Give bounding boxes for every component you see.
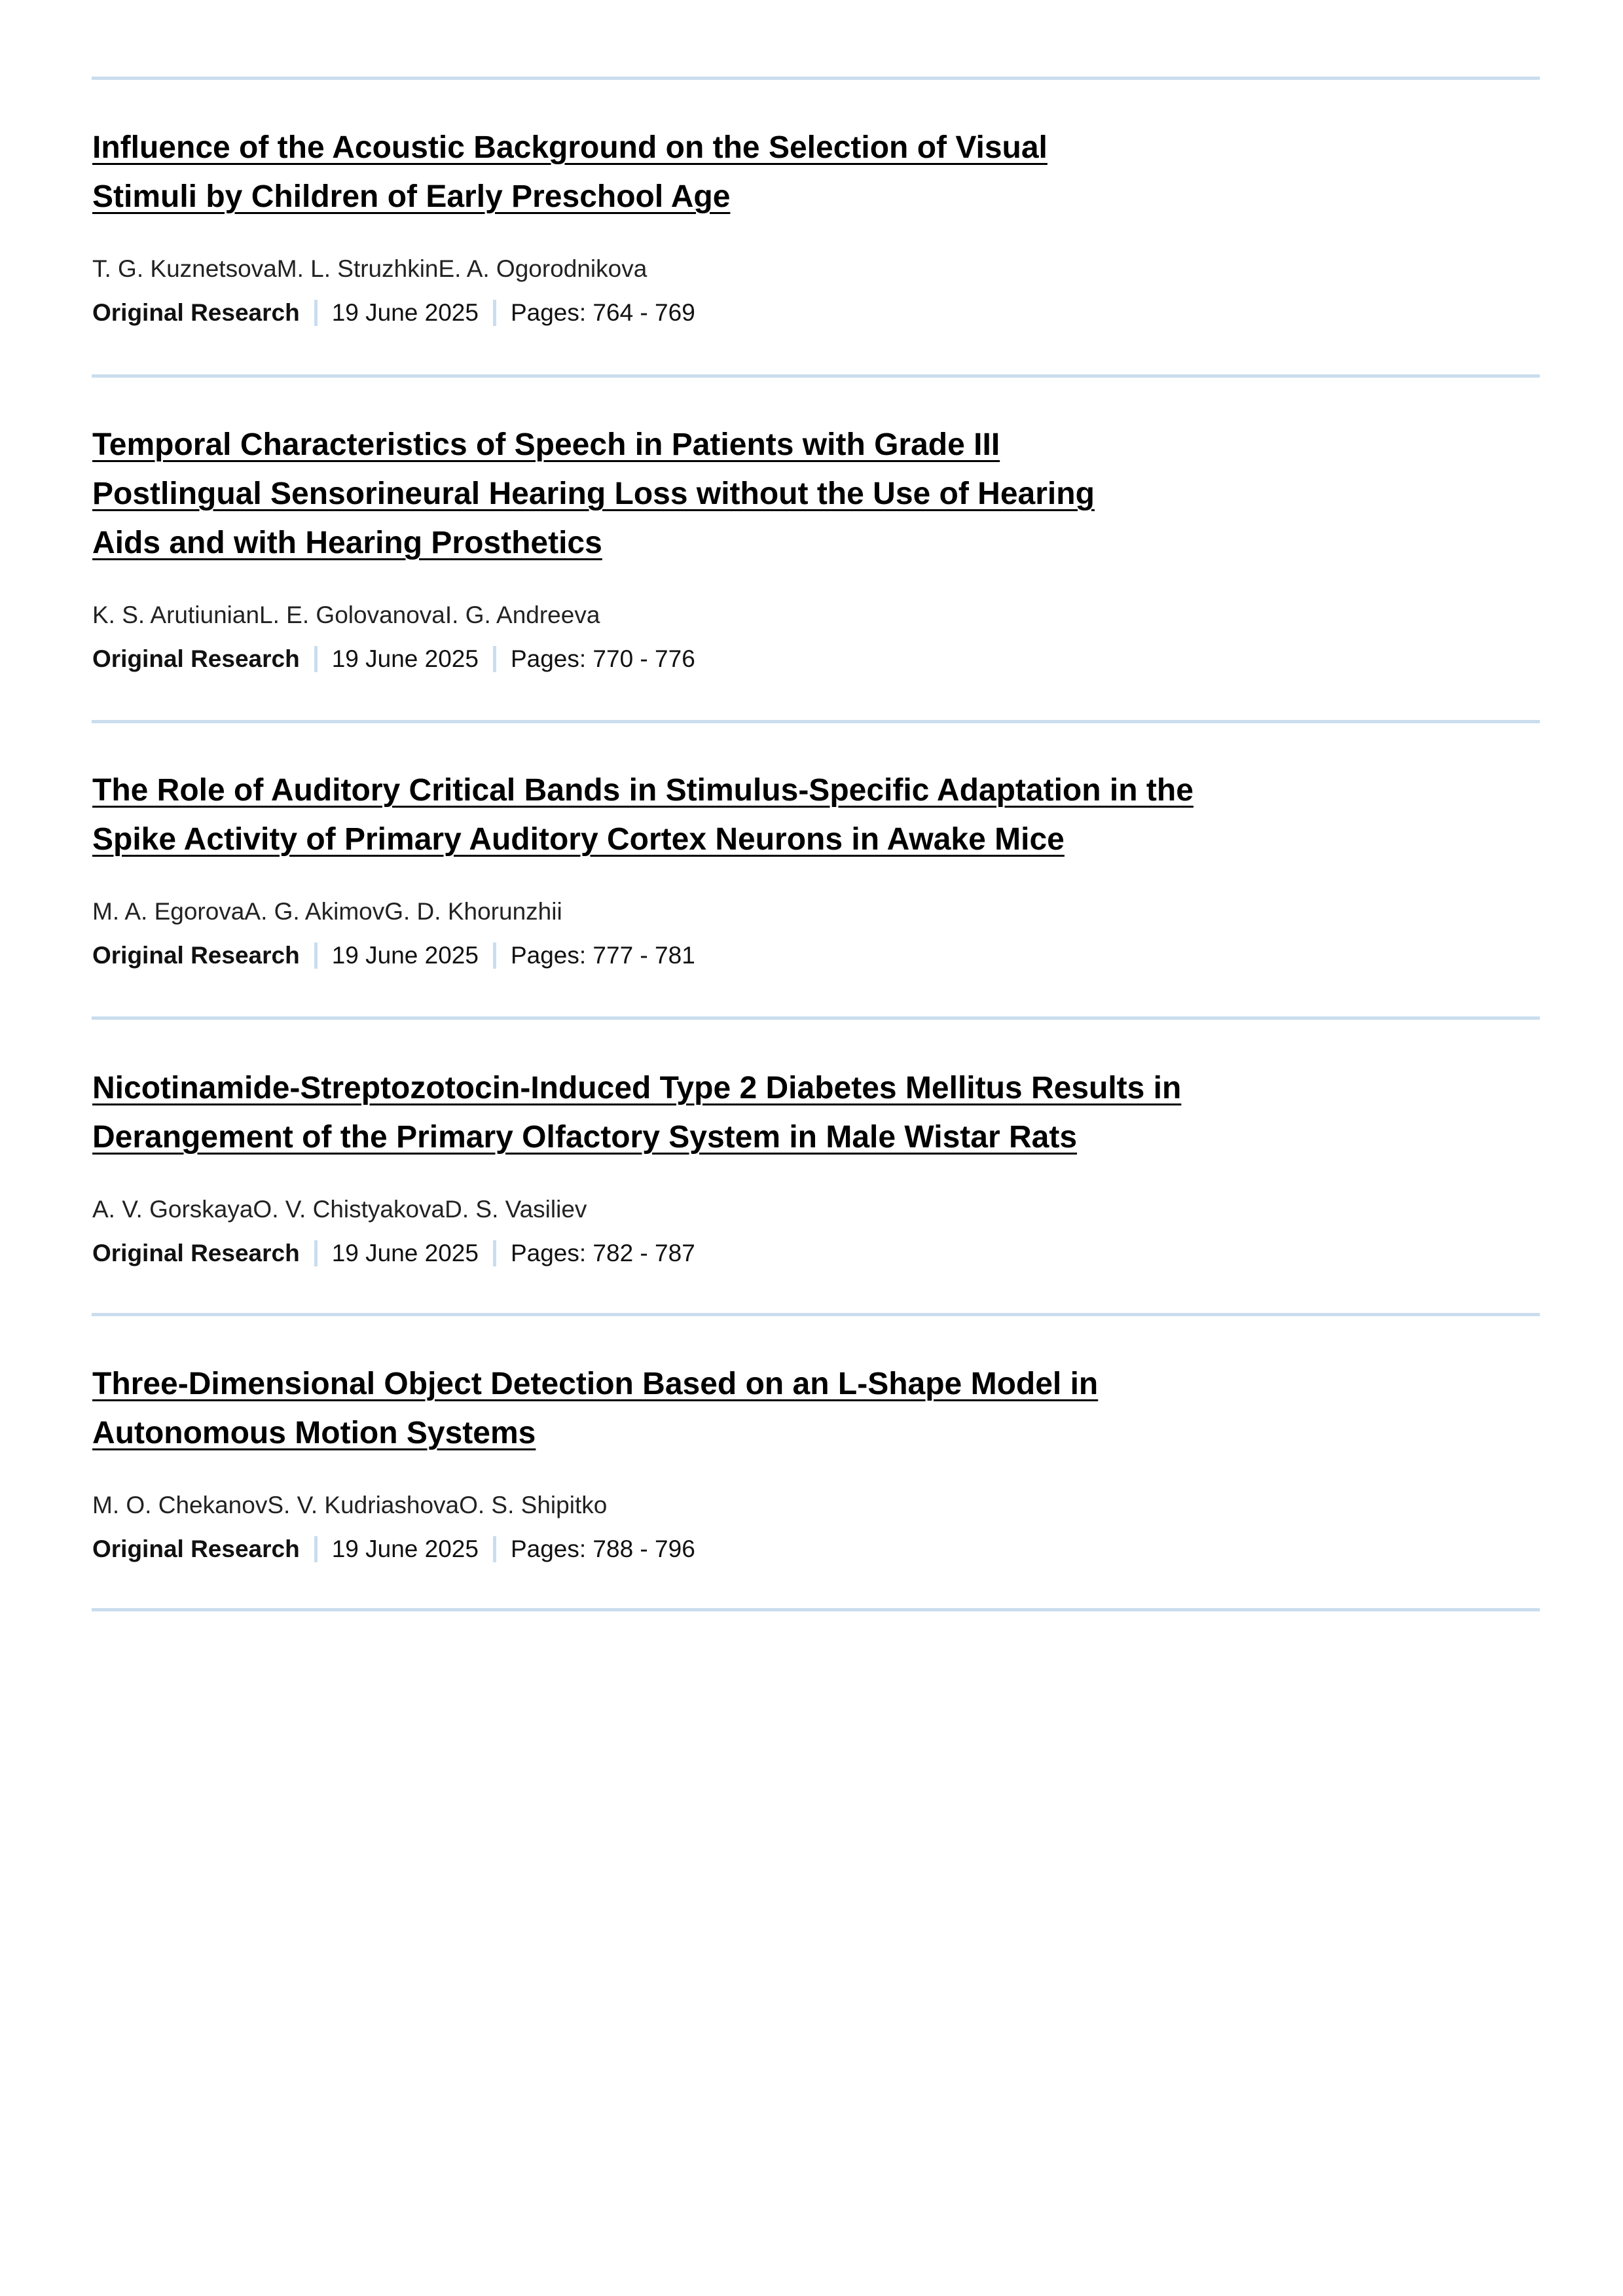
article-title-container bbox=[92, 123, 1140, 221]
article-type: Original Research bbox=[92, 645, 300, 672]
meta-separator bbox=[314, 646, 318, 672]
meta-separator bbox=[314, 942, 318, 969]
article-meta bbox=[92, 645, 1336, 673]
meta-separator bbox=[493, 1240, 496, 1266]
meta-separator bbox=[493, 942, 496, 969]
article-type: Original Research bbox=[92, 1535, 300, 1562]
article-authors: K. S. ArutiunianL. E. GolovanovaI. G. Andreeva bbox=[92, 601, 600, 628]
article-type: Original Research bbox=[92, 299, 300, 326]
article-meta bbox=[92, 1239, 1336, 1268]
article-title-link[interactable]: The Role of Auditory Critical Bands in Stimulus-Specific Adaptation in the Spike Activity of Primary Auditory Cortex Neurons in Awake Mice bbox=[92, 773, 1194, 857]
article-meta bbox=[92, 1535, 1336, 1564]
article-title-link[interactable]: Three-Dimensional Object Detection Based on an L-Shape Model in Autonomous Motion Systems bbox=[92, 1367, 1099, 1450]
article-title-container bbox=[92, 420, 1166, 567]
article-pages: Pages: 788 - 796 bbox=[510, 1535, 695, 1562]
meta-separator bbox=[314, 300, 318, 326]
divider bbox=[92, 1313, 1540, 1316]
article-type: Original Research bbox=[92, 1240, 300, 1266]
divider bbox=[92, 1608, 1540, 1611]
article-authors: A. V. GorskayaO. V. ChistyakovaD. S. Vasiliev bbox=[92, 1196, 587, 1223]
article-date: 19 June 2025 bbox=[331, 299, 479, 326]
article-authors: M. O. ChekanovS. V. KudriashovaO. S. Shipitko bbox=[92, 1492, 608, 1518]
article-authors: T. G. KuznetsovaM. L. StruzhkinE. A. Ogorodnikova bbox=[92, 255, 647, 282]
meta-separator bbox=[493, 300, 496, 326]
article-date: 19 June 2025 bbox=[331, 1240, 479, 1266]
article-authors: M. A. EgorovaA. G. AkimovG. D. Khorunzhii bbox=[92, 898, 562, 925]
article-date: 19 June 2025 bbox=[331, 1535, 479, 1562]
divider bbox=[92, 720, 1540, 723]
article-item bbox=[92, 420, 1336, 673]
article-pages: Pages: 764 - 769 bbox=[510, 299, 695, 326]
article-date: 19 June 2025 bbox=[331, 942, 479, 969]
article-pages: Pages: 777 - 781 bbox=[510, 942, 695, 969]
article-title-container bbox=[92, 1359, 1179, 1458]
meta-separator bbox=[314, 1240, 318, 1266]
article-title-container bbox=[92, 766, 1218, 864]
article-item bbox=[92, 766, 1336, 970]
article-title-link[interactable]: Influence of the Acoustic Background on the Selection of Visual Stimuli by Children of Early Preschool Age bbox=[92, 130, 1048, 214]
divider bbox=[92, 374, 1540, 378]
article-title-container bbox=[92, 1064, 1231, 1162]
article-pages: Pages: 782 - 787 bbox=[510, 1240, 695, 1266]
article-date: 19 June 2025 bbox=[331, 645, 479, 672]
article-item bbox=[92, 123, 1336, 327]
divider bbox=[92, 1016, 1540, 1020]
divider bbox=[92, 77, 1540, 80]
article-item bbox=[92, 1064, 1336, 1268]
meta-separator bbox=[314, 1536, 318, 1562]
article-pages: Pages: 770 - 776 bbox=[510, 645, 695, 672]
article-item bbox=[92, 1359, 1336, 1564]
meta-separator bbox=[493, 1536, 496, 1562]
article-title-link[interactable]: Nicotinamide-Streptozotocin-Induced Type 2 Diabetes Mellitus Results in Derangement of the Primary Olfactory System in Male Wistar Rats bbox=[92, 1071, 1182, 1155]
meta-separator bbox=[493, 646, 496, 672]
article-meta bbox=[92, 941, 1336, 970]
article-title-link[interactable]: Temporal Characteristics of Speech in Patients with Grade III Postlingual Sensorineural Hearing Loss without the Use of Hearing Aids and with Hearing Prosthetics bbox=[92, 427, 1095, 560]
article-meta bbox=[92, 298, 1336, 327]
article-type: Original Research bbox=[92, 942, 300, 969]
